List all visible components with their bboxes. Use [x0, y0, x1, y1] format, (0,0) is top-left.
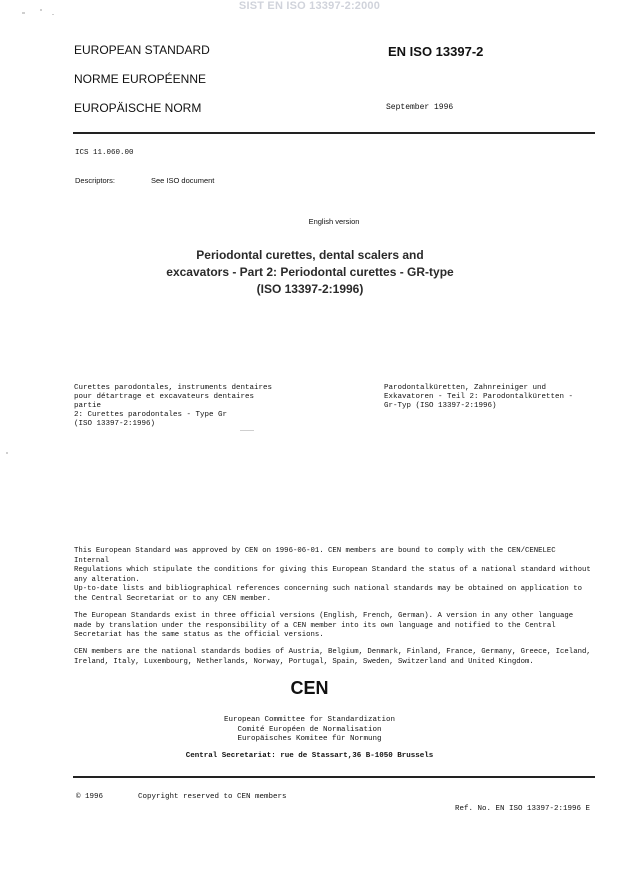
paragraph-line: Ireland, Italy, Luxembourg, Netherlands, Norway, Portugal, Spain, Sweden, Switzerland and United Kingdom.: [74, 657, 534, 666]
cen-logo-text: CEN: [290, 678, 329, 698]
paragraph-line: CEN members are the national standards bodies of Austria, Belgium, Denmark, Finland, France, Germany, Greece, Iceland,: [74, 648, 591, 656]
paragraph-line: Secretariat has the same status as the official versions.: [74, 631, 324, 639]
french-title-line: (ISO 13397-2:1996): [74, 420, 156, 428]
french-title-line: Curettes parodontales, instruments dentaires: [74, 384, 273, 392]
cen-committee-names: [0, 716, 619, 745]
document-title: [150, 247, 470, 298]
scan-speck: [6, 452, 8, 454]
paragraph-line: Up-to-date lists and bibliographical references concerning such national standards may be obtained on application to: [74, 585, 582, 593]
german-title-line: Parodontalküretten, Zahnreiniger und: [384, 384, 547, 392]
paragraph-line: The European Standards exist in three official versions (English, French, German). A version in any other language: [74, 612, 574, 620]
german-title-line: Gr-Typ (ISO 13397-2:1996): [384, 402, 497, 410]
reference-number: Ref. No. EN ISO 13397-2:1996 E: [455, 805, 591, 813]
title-line: excavators - Part 2: Periodontal curettes - GR-type: [166, 265, 454, 279]
versions-paragraph: [74, 612, 595, 641]
copyright-text: Copyright reserved to CEN members: [138, 793, 287, 801]
french-title: [74, 384, 284, 429]
paragraph-line: This European Standard was approved by CEN on 1996-06-01. CEN members are bound to comply with the CEN/CENELEC Internal: [74, 547, 556, 565]
german-title: [384, 384, 594, 411]
footer-rule: [73, 776, 595, 778]
version-label: English version: [308, 217, 360, 226]
publication-date: September 1996: [386, 103, 454, 112]
committee-name-de: Europäisches Komitee für Normung: [237, 735, 382, 743]
header-rule: [73, 132, 595, 134]
approval-paragraph: [74, 547, 595, 585]
members-paragraph: [74, 648, 595, 667]
standard-number: EN ISO 13397-2: [388, 44, 484, 59]
header-europaische-norm: EUROPÄISCHE NORM: [74, 101, 202, 115]
copyright-year: © 1996: [76, 793, 104, 801]
paragraph-line: Regulations which stipulate the conditions for giving this European Standard the status of a national standard without: [74, 566, 591, 574]
paragraph-line: made by translation under the responsibility of a CEN member into its own language and notified to the Central: [74, 621, 556, 630]
header-european-standard: EUROPEAN STANDARD: [74, 43, 210, 57]
title-line: (ISO 13397-2:1996): [256, 282, 364, 296]
ics-code: ICS 11.060.00: [75, 149, 134, 157]
watermark-text: SIST EN ISO 13397-2:2000: [238, 0, 381, 12]
descriptors-value: See ISO document: [151, 176, 215, 185]
scan-speck: [240, 430, 254, 431]
committee-name-en: European Committee for Standardization: [223, 716, 396, 724]
french-title-line: pour détartrage et excavateurs dentaires partie: [74, 393, 255, 410]
french-title-line: 2: Curettes parodontales - Type Gr: [74, 411, 228, 419]
scan-speck: [22, 12, 25, 14]
descriptors-label: Descriptors:: [75, 176, 116, 185]
header-norme-europeenne: NORME EUROPÉENNE: [74, 72, 207, 86]
committee-name-fr: Comité Européen de Normalisation: [237, 725, 382, 734]
scan-speck: [40, 9, 42, 11]
title-line: Periodontal curettes, dental scalers and: [196, 248, 424, 262]
paragraph-line: the Central Secretariat or to any CEN member.: [74, 594, 272, 603]
paragraph-line: any alteration.: [74, 575, 140, 584]
lists-paragraph: [74, 585, 595, 604]
scan-speck: [52, 14, 54, 15]
german-title-line: Exkavatoren - Teil 2: Parodontalküretten -: [384, 393, 574, 401]
central-secretariat: Central Secretariat: rue de Stassart,36 B-1050 Brussels: [185, 752, 434, 760]
